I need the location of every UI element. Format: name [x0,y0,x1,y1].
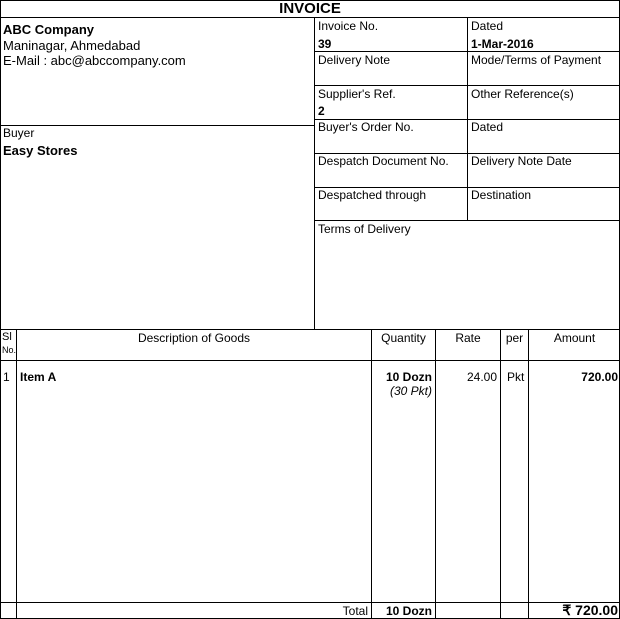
row-description: Item A [20,370,57,384]
header-rate: Rate [455,331,481,345]
header-row-line-6 [314,220,620,221]
buyers-order-label: Buyer's Order No. [318,120,414,134]
header-amount: Amount [553,331,596,345]
suppliers-ref-label: Supplier's Ref. [318,87,396,101]
dated-label: Dated [471,19,504,33]
buyer-label: Buyer [3,126,35,140]
total-label: Total [342,604,368,618]
seller-email: E-Mail : abc@abccompany.com [3,53,186,68]
header-description: Description of Goods [137,331,251,345]
total-amount: ₹ 720.00 [562,602,618,618]
row-per: Pkt [507,370,525,384]
terms-delivery-label: Terms of Delivery [318,222,411,236]
header-quantity: Quantity [381,331,426,345]
buyer-name: Easy Stores [3,143,78,158]
invoice-no-value: 39 [318,37,332,51]
total-quantity: 10 Dozn [385,604,432,618]
invoice-no-label: Invoice No. [318,19,379,33]
row-sl: 1 [3,370,10,384]
header-sl: Sl [2,331,12,343]
table-top-line [0,329,620,330]
table-total-line [0,602,620,603]
seller-address: Maninagar, Ahmedabad [3,38,141,53]
order-dated-label: Dated [471,120,504,134]
header-sl-no: No. [2,345,17,355]
despatched-through-label: Despatched through [318,188,427,202]
title-divider [0,17,620,18]
header-per: per [505,331,524,345]
seller-name: ABC Company [3,22,95,37]
row-rate: 24.00 [466,370,497,384]
other-refs-label: Other Reference(s) [471,87,574,101]
invoice-title: INVOICE [279,0,341,17]
delivery-note-label: Delivery Note [318,53,391,67]
col-divider-rate [500,329,501,619]
row-amount: 720.00 [581,370,618,384]
dated-value: 1-Mar-2016 [471,37,534,51]
mode-terms-label: Mode/Terms of Payment [471,53,602,67]
seller-buyer-divider [0,125,314,126]
suppliers-ref-value: 2 [318,104,325,118]
table-header-line [0,360,620,361]
col-divider-sl [16,329,17,619]
header-row-line-2 [314,85,620,86]
despatch-doc-label: Despatch Document No. [318,154,449,168]
row-alt-quantity: (30 Pkt) [389,384,432,398]
row-quantity: 10 Dozn [385,370,432,384]
delivery-note-date-label: Delivery Note Date [471,154,572,168]
header-row-line-1 [314,51,620,52]
header-center-divider [314,17,315,330]
destination-label: Destination [471,188,532,202]
